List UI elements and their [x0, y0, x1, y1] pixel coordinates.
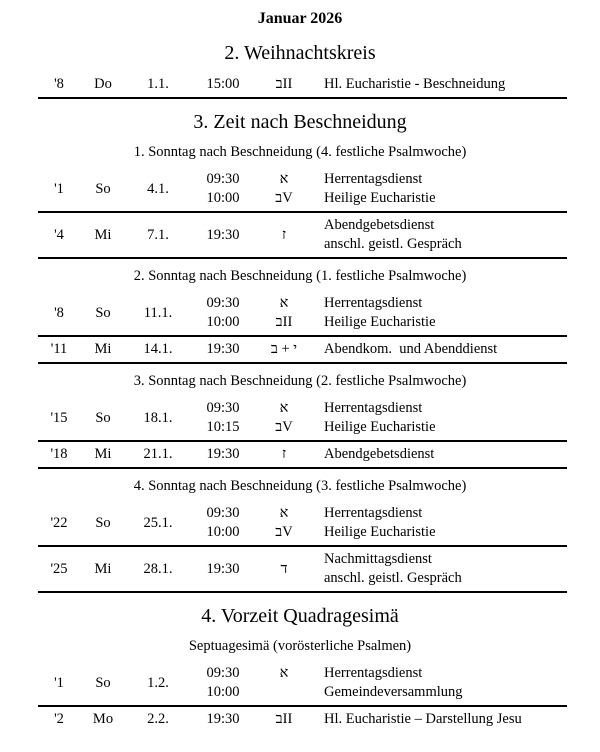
text-line: בII [275, 76, 293, 92]
text-line: א [279, 171, 289, 187]
time-list [190, 294, 256, 332]
time-list [190, 560, 256, 579]
page-title: Januar 2026 [257, 10, 343, 27]
text-line: anschl. geistl. Gespräch [324, 236, 462, 252]
event-row [38, 547, 567, 593]
date: 28.1. [143, 560, 173, 577]
date: 7.1. [147, 226, 169, 243]
weekday: Mi [94, 341, 112, 357]
week-group [0, 72, 600, 99]
text-line: Heilige Eucharistie [324, 524, 436, 540]
text-line: ז [281, 226, 287, 243]
weekday: Mo [92, 711, 114, 727]
hebrew-letter-code [256, 710, 312, 729]
time-list [190, 170, 256, 208]
text-line: Hl. Eucharistie – Darstellung Jesu [324, 711, 522, 727]
week-subtitle: 4. Sonntag nach Beschneidung (3. festliche Psalmwoche) [133, 478, 467, 494]
text-line: 09:30 [206, 400, 240, 416]
season-title: 2. Weihnachtskreis [224, 42, 376, 64]
text-line: Herrentagsdienst [324, 295, 423, 311]
hebrew-letter-code [256, 445, 312, 464]
time-list [190, 75, 256, 94]
event-row [38, 707, 567, 732]
psalm-number: '4 [54, 226, 64, 243]
text-line: 19:30 [206, 226, 240, 243]
service-description [312, 170, 567, 208]
text-line: 19:30 [206, 560, 240, 577]
text-line: י + ב [270, 341, 298, 357]
text-line: ז [281, 446, 287, 462]
psalm-number: '22 [50, 514, 68, 531]
event-row [38, 396, 567, 442]
service-description [312, 664, 567, 702]
season-groups [0, 72, 600, 99]
week-subtitle: Septuagesimä (vorösterliche Psalmen) [188, 638, 412, 654]
psalm-number: '18 [50, 446, 68, 462]
weekday: So [95, 674, 111, 691]
season-groups [0, 143, 600, 593]
event-row [38, 442, 567, 469]
hebrew-letter-code [256, 340, 312, 359]
week-rows [0, 501, 600, 593]
hebrew-letter-code [256, 294, 312, 332]
text-line: 09:30 [206, 505, 240, 521]
text-line: 15:00 [206, 76, 240, 92]
season-section [0, 40, 600, 99]
psalm-number: '2 [54, 711, 64, 727]
event-row [38, 213, 567, 259]
text-line: 09:30 [206, 295, 240, 311]
weekday: So [95, 304, 111, 321]
week-subtitle: 3. Sonntag nach Beschneidung (2. festliche Psalmwoche) [133, 373, 467, 389]
text-line: Herrentagsdienst [324, 505, 423, 521]
season-title: 4. Vorzeit Quadragesimä [201, 605, 399, 627]
week-rows [0, 72, 600, 99]
week-rows [0, 167, 600, 259]
text-line: ד [280, 560, 288, 577]
text-line: Heilige Eucharistie [324, 190, 436, 206]
text-line: Abendkom. und Abenddienst [324, 341, 498, 357]
time-list [190, 664, 256, 702]
psalm-number: '15 [50, 409, 68, 426]
text-line: 10:15 [206, 419, 240, 435]
week-group [0, 372, 600, 469]
psalm-number: '1 [54, 674, 64, 691]
date: 11.1. [143, 304, 173, 321]
service-description [312, 504, 567, 542]
event-row [38, 167, 567, 213]
time-list [190, 504, 256, 542]
text-line [256, 683, 312, 702]
event-row [38, 661, 567, 707]
text-line: Nachmittagsdienst [324, 551, 432, 567]
week-rows [0, 661, 600, 732]
weekday: So [95, 409, 111, 426]
date: 25.1. [143, 514, 173, 531]
week-rows [0, 291, 600, 364]
event-row [38, 337, 567, 364]
weekday: So [95, 514, 111, 531]
text-line: Heilige Eucharistie [324, 314, 436, 330]
week-subtitle: 2. Sonntag nach Beschneidung (1. festliche Psalmwoche) [133, 268, 467, 284]
week-group [0, 267, 600, 364]
hebrew-letter-code [256, 75, 312, 94]
date: 1.1. [147, 76, 169, 92]
text-line: 09:30 [206, 665, 240, 681]
text-line: Abendgebetsdienst [324, 446, 435, 462]
event-row [38, 72, 567, 99]
text-line: Herrentagsdienst [324, 400, 423, 416]
text-line: א [279, 400, 289, 416]
text-line: 10:00 [206, 190, 240, 206]
text-line: בV [275, 190, 293, 206]
psalm-number: '25 [50, 560, 68, 577]
text-line: 10:00 [206, 684, 240, 700]
weekday: Mi [94, 560, 112, 577]
hebrew-letter-code [256, 664, 312, 702]
service-description [312, 294, 567, 332]
text-line: בII [275, 711, 293, 727]
text-line: בII [275, 314, 293, 330]
text-line: א [279, 665, 289, 681]
event-row [38, 291, 567, 337]
service-description [312, 550, 567, 588]
text-line: Gemeindeversammlung [324, 684, 463, 700]
service-description [312, 216, 567, 254]
date: 18.1. [143, 409, 173, 426]
date: 4.1. [147, 180, 169, 197]
text-line: anschl. geistl. Gespräch [324, 570, 462, 586]
text-line: Hl. Eucharistie - Beschneidung [324, 76, 506, 92]
date: 21.1. [143, 446, 173, 462]
text-line: Herrentagsdienst [324, 171, 423, 187]
psalm-number: '1 [54, 180, 64, 197]
weekday: Mi [94, 446, 112, 462]
hebrew-letter-code [256, 399, 312, 437]
text-line: 10:00 [206, 314, 240, 330]
hebrew-letter-code [256, 226, 312, 245]
hebrew-letter-code [256, 170, 312, 208]
season-section [0, 109, 600, 593]
text-line: Herrentagsdienst [324, 665, 423, 681]
time-list [190, 710, 256, 729]
psalm-number: '8 [54, 304, 64, 321]
text-line: בV [275, 524, 293, 540]
text-line: 19:30 [206, 711, 240, 727]
week-group [0, 477, 600, 593]
week-group [0, 143, 600, 259]
weekday: Do [94, 76, 112, 92]
service-description [312, 75, 567, 94]
date: 2.2. [147, 711, 169, 727]
service-description [312, 340, 567, 359]
event-row [38, 501, 567, 547]
week-group [0, 637, 600, 732]
weekday: Mi [94, 226, 112, 243]
hebrew-letter-code [256, 560, 312, 579]
time-list [190, 445, 256, 464]
sections-container [0, 40, 600, 732]
text-line: א [279, 295, 289, 311]
psalm-number: '8 [54, 76, 64, 92]
date: 14.1. [143, 341, 173, 357]
date: 1.2. [147, 674, 169, 691]
week-subtitle: 1. Sonntag nach Beschneidung (4. festliche Psalmwoche) [133, 144, 467, 160]
text-line: 10:00 [206, 524, 240, 540]
season-groups [0, 637, 600, 732]
text-line: 09:30 [206, 171, 240, 187]
psalm-number: '11 [50, 341, 68, 357]
text-line: א [279, 505, 289, 521]
text-line: בV [275, 419, 293, 435]
service-description [312, 710, 567, 729]
service-description [312, 445, 567, 464]
season-title: 3. Zeit nach Beschneidung [193, 111, 407, 133]
text-line: 19:30 [206, 446, 240, 462]
season-section [0, 603, 600, 732]
hebrew-letter-code [256, 504, 312, 542]
text-line: 19:30 [206, 341, 240, 357]
week-rows [0, 396, 600, 469]
time-list [190, 399, 256, 437]
service-description [312, 399, 567, 437]
time-list [190, 226, 256, 245]
text-line: Abendgebetsdienst [324, 217, 435, 233]
time-list [190, 340, 256, 359]
text-line: Heilige Eucharistie [324, 419, 436, 435]
weekday: So [95, 180, 111, 197]
